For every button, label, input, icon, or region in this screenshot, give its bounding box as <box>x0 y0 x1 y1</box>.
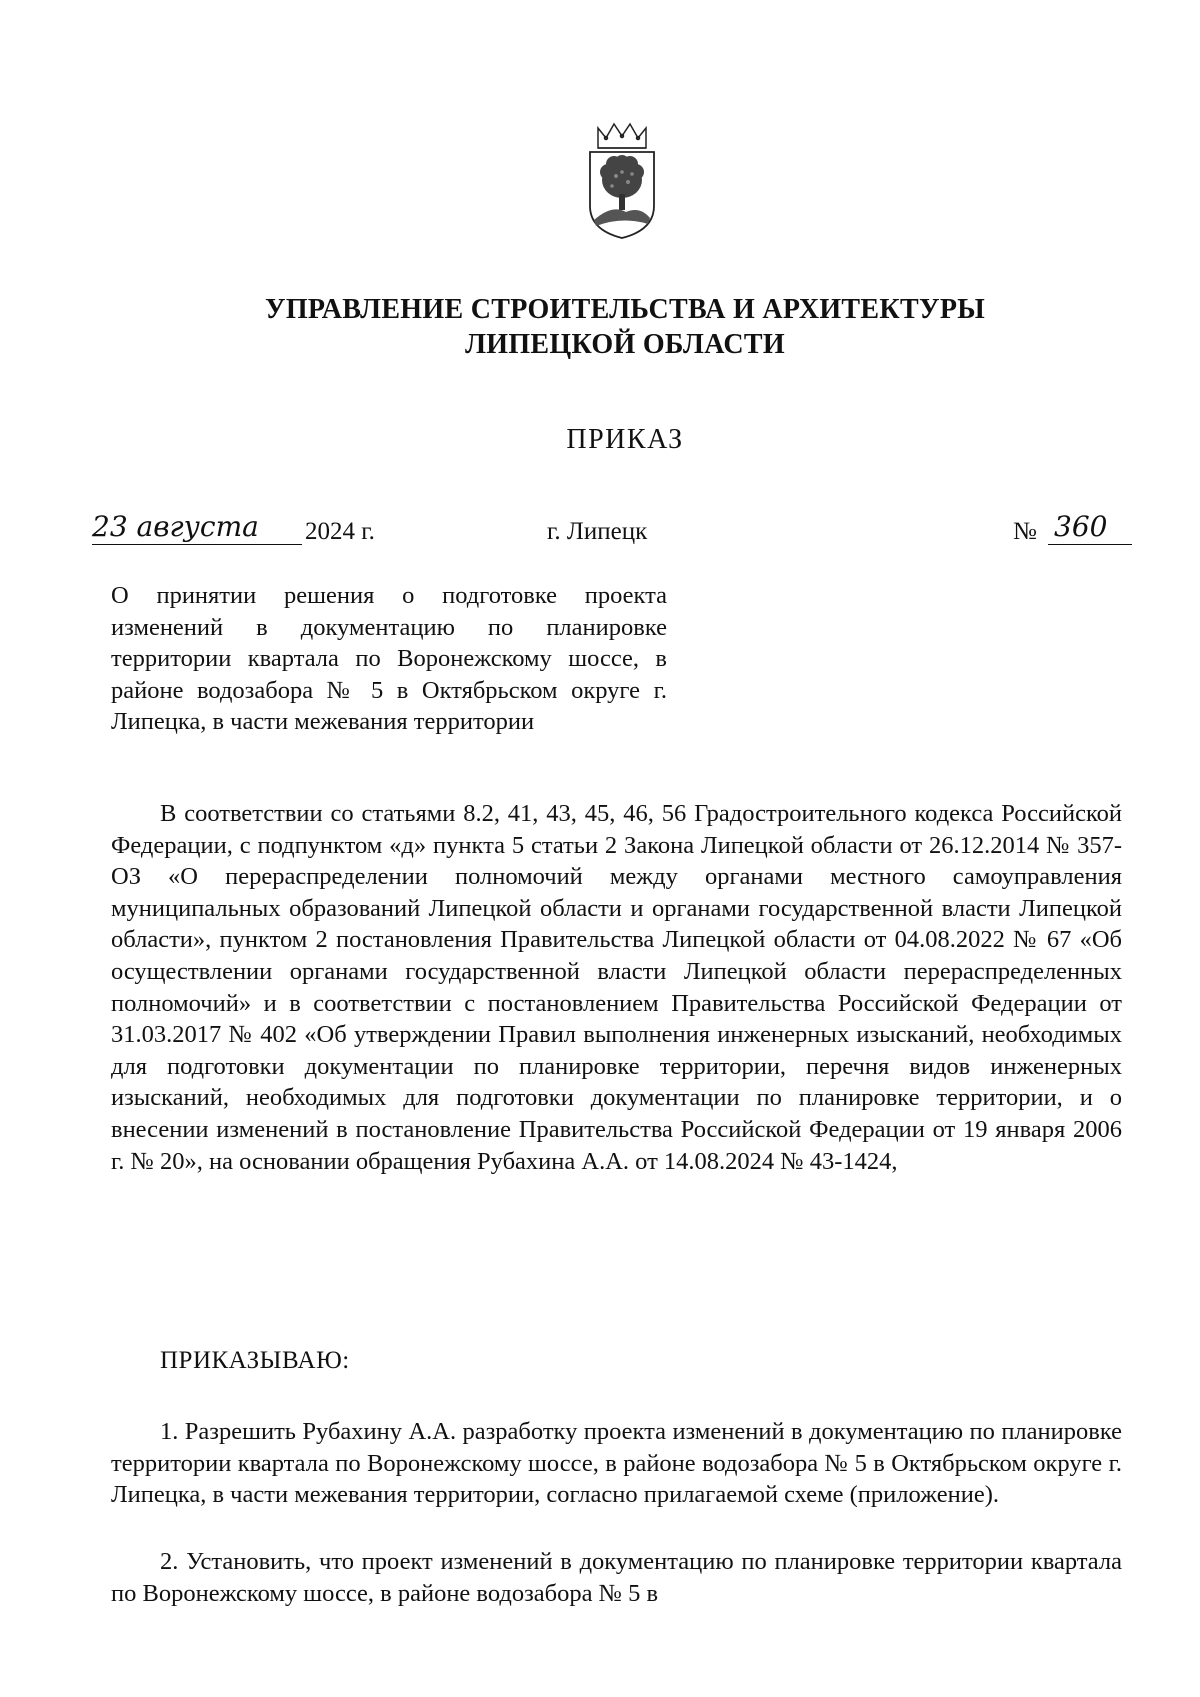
handwritten-document-number: 360 <box>1048 510 1132 545</box>
document-year: 2024 г. <box>305 518 375 545</box>
order-item-2: 2. Установить, что проект изменений в документацию по планировке территории квартала по Воронежскому шоссе, в районе водозабора № 5 в <box>111 1548 1122 1607</box>
order-directive-word: ПРИКАЗЫВАЮ: <box>160 1347 350 1374</box>
document-city: г. Липецк <box>547 518 648 545</box>
document-meta-row <box>0 510 1200 558</box>
organization-title-line1: УПРАВЛЕНИЕ СТРОИТЕЛЬСТВА И АРХИТЕКТУРЫ <box>264 294 986 325</box>
document-number-label: № <box>1013 518 1037 545</box>
preamble-paragraph: В соответствии со статьями 8.2, 41, 43, 45, 46, 56 Градостроительного кодекса Российской Федерации, с подпунктом «д» пункта 5 статьи 2 Закона Липецкой области от 26.12.2014 № 357-ОЗ «О перераспределении полномочий между органами местного самоуправления муниципальных образований Липецкой области и органами государственной власти Липецкой области», пунктом 2 постановления Правительства Липецкой области от 04.08.2022 № 67 «Об осуществлении органами государственной власти Липецкой области перераспределенных полномочий» и в соответствии с постановлением Правительства Российской Федерации от 31.03.2017 № 402 «Об утверждении Правил выполнения инженерных изысканий, необходимых для подготовки документации по планировке территории, перечня видов инженерных изысканий, необходимых для подготовки документации по планировке территории, и о внесении изменений в постановление Правительства Российской Федерации от 19 января 2006 г. № 20», на основании обращения Рубахина А.А. от 14.08.2024 № 43-1424, <box>111 800 1122 1175</box>
order-item-1: 1. Разрешить Рубахину А.А. разработку проекта изменений в документацию по планировке территории квартала по Воронежскому шоссе, в районе водозабора № 5 в Октябрьском округе г. Липецка, в части межевания территории, согласно прилагаемой схеме (приложение). <box>111 1418 1122 1509</box>
lipetsk-coat-of-arms-icon <box>582 120 662 240</box>
document-type-title: ПРИКАЗ <box>566 424 684 455</box>
organization-title-line2: ЛИПЕЦКОЙ ОБЛАСТИ <box>465 329 785 360</box>
handwritten-date: 23 августа <box>92 510 302 545</box>
document-subject: О принятии решения о подготовке проекта изменений в документацию по планировке территории квартала по Воронежскому шоссе, в районе водозабора № 5 в Октябрьском округе г. Липецка, в части межевания территории <box>111 582 667 735</box>
